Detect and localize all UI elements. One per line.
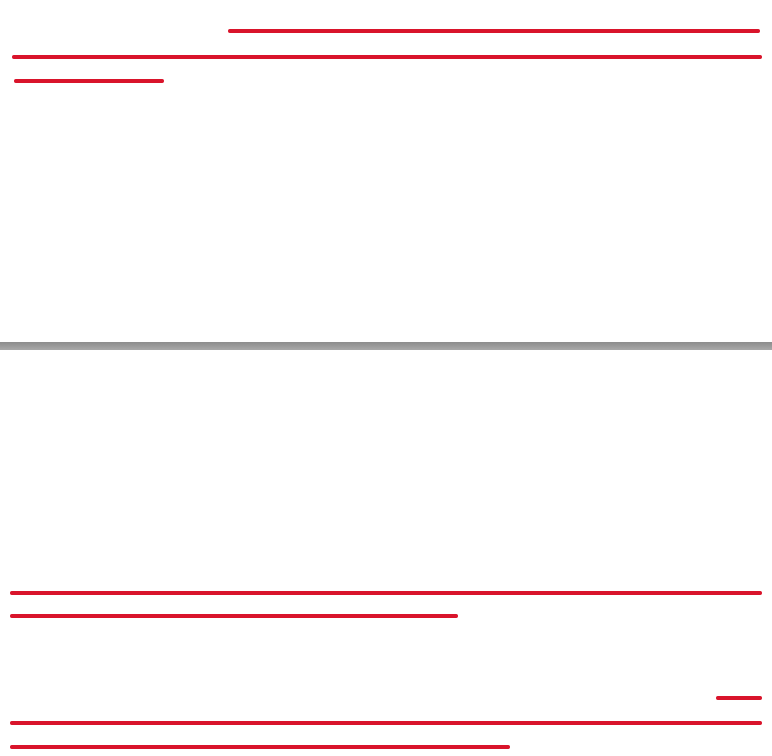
underline-mark <box>716 696 762 700</box>
underline-mark <box>10 745 510 749</box>
underline-mark <box>10 591 762 595</box>
underline-mark <box>12 55 762 59</box>
underline-mark <box>228 29 760 33</box>
page-divider <box>0 342 772 350</box>
underline-mark <box>14 79 164 83</box>
underline-mark <box>10 614 458 618</box>
underline-mark <box>10 721 762 725</box>
